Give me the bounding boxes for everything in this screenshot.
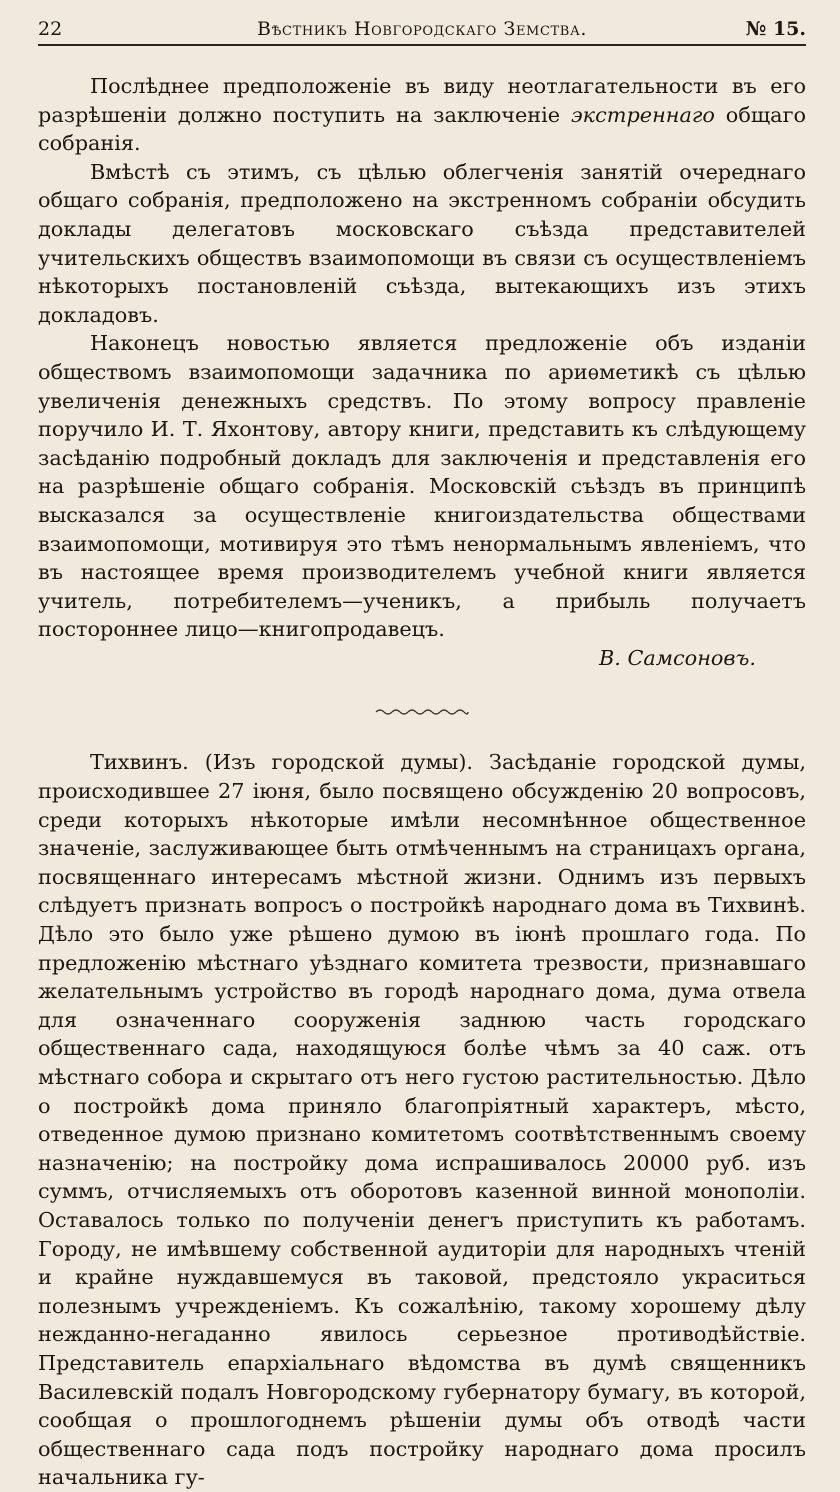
paragraph-text: общаго собранія. xyxy=(38,102,807,156)
page-number: 22 xyxy=(38,18,63,40)
paragraph: Наконецъ новостью является предложеніе объ изданіи обществомъ взаимопомощи задачника по ариѳметикѣ съ цѣлью увеличенія денежныхъ средствъ. По этому вопросу правленіе поручило И. Т. Яхонтову, автору книги, представить къ слѣдующему засѣданію подробный докладъ для заключенія и представленія его на разрѣшеніе общаго собранія. Московскій съѣздъ въ принципѣ высказался за осуществленіе книгоиздательства обществами взаимопомощи, мотивируя это тѣмъ ненормальнымъ явленіемъ, что въ настоящее время производителемъ учебной книги является учитель, потребителемъ—ученикъ, а прибыль получаетъ постороннее лицо—книгопродавецъ. xyxy=(38,331,806,642)
section-divider xyxy=(38,672,806,748)
issue-number: № 15. xyxy=(745,18,806,40)
running-title: Вѣстникъ Новгородскаго Земства. xyxy=(256,18,588,40)
author-signature: В. Самсоновъ. xyxy=(598,645,756,670)
paragraph: Тихвинъ. (Изъ городской думы). Засѣданіе городской думы, происходившее 27 іюня, было посвящено обсужденію 20 вопросовъ, среди которыхъ нѣкоторые имѣли несомнѣнное общественное значеніе, заслуживающее быть отмѣченнымъ на страницахъ органа, посвященнаго интересамъ мѣстной жизни. Однимъ изъ первыхъ слѣдуетъ признать вопросъ о постройкѣ народнаго дома въ Тихвинѣ. Дѣло это было уже рѣшено думою въ іюнѣ прошлаго года. По предложенію мѣстнаго уѣзднаго комитета трезвости, признавшаго желательнымъ устройство въ городѣ народнаго дома, дума отвела для означеннаго сооруженія заднюю часть городскаго общественнаго сада, находящуюся болѣе чѣмъ за 40 саж. отъ мѣстнаго собора и скрытаго отъ него густою растительностью. Дѣло о постройкѣ дома приняло благопріятный характеръ, мѣсто, отведенное думою признано комитетомъ соотвѣтственнымъ своему назначенію; на постройку дома испрашивалось 20000 руб. изъ суммъ, отчисляемыхъ отъ оборотовъ казенной винной монополіи. Оставалось только по полученіи денегъ приступить къ работамъ. Городу, не имѣвшему собственной аудиторіи для народныхъ чтеній и крайне нуждавшемуся въ таковой, предстояло украситься полезнымъ учрежденіемъ. Къ сожалѣнію, такому хорошему дѣлу нежданно-негаданно явилось серьезное противодѣйствіе. Представитель епархіальнаго вѣдомства въ думѣ священникъ Василевскій подалъ Новгородскому губернатору бумагу, въ которой, сообщая о прошлогоднемъ рѣшеніи думы объ отводѣ части общественнаго сада подъ постройку народнаго дома просилъ начальника гу- xyxy=(38,750,806,1490)
paragraph-text: Послѣднее предположеніе въ виду неотлагательности въ его разрѣшеніи должно поступить на заключеніе xyxy=(38,74,806,127)
page-header xyxy=(38,14,806,46)
article-body xyxy=(38,72,806,1492)
paragraph: Вмѣстѣ съ этимъ, съ цѣлью облегченія занятій очереднаго общаго собранія, предположено на экстренномъ собраніи обсудить доклады делегатовъ московскаго съѣзда представителей учительскихъ обществъ взаимопомощи въ связи съ осуществленіемъ нѣкоторыхъ постановленій съѣзда, вытекающихъ изъ этихъ докладовъ. xyxy=(38,159,806,327)
wavy-rule-icon xyxy=(374,707,470,717)
paragraph xyxy=(38,72,806,158)
emphasis-text: экстреннаго xyxy=(571,102,715,127)
